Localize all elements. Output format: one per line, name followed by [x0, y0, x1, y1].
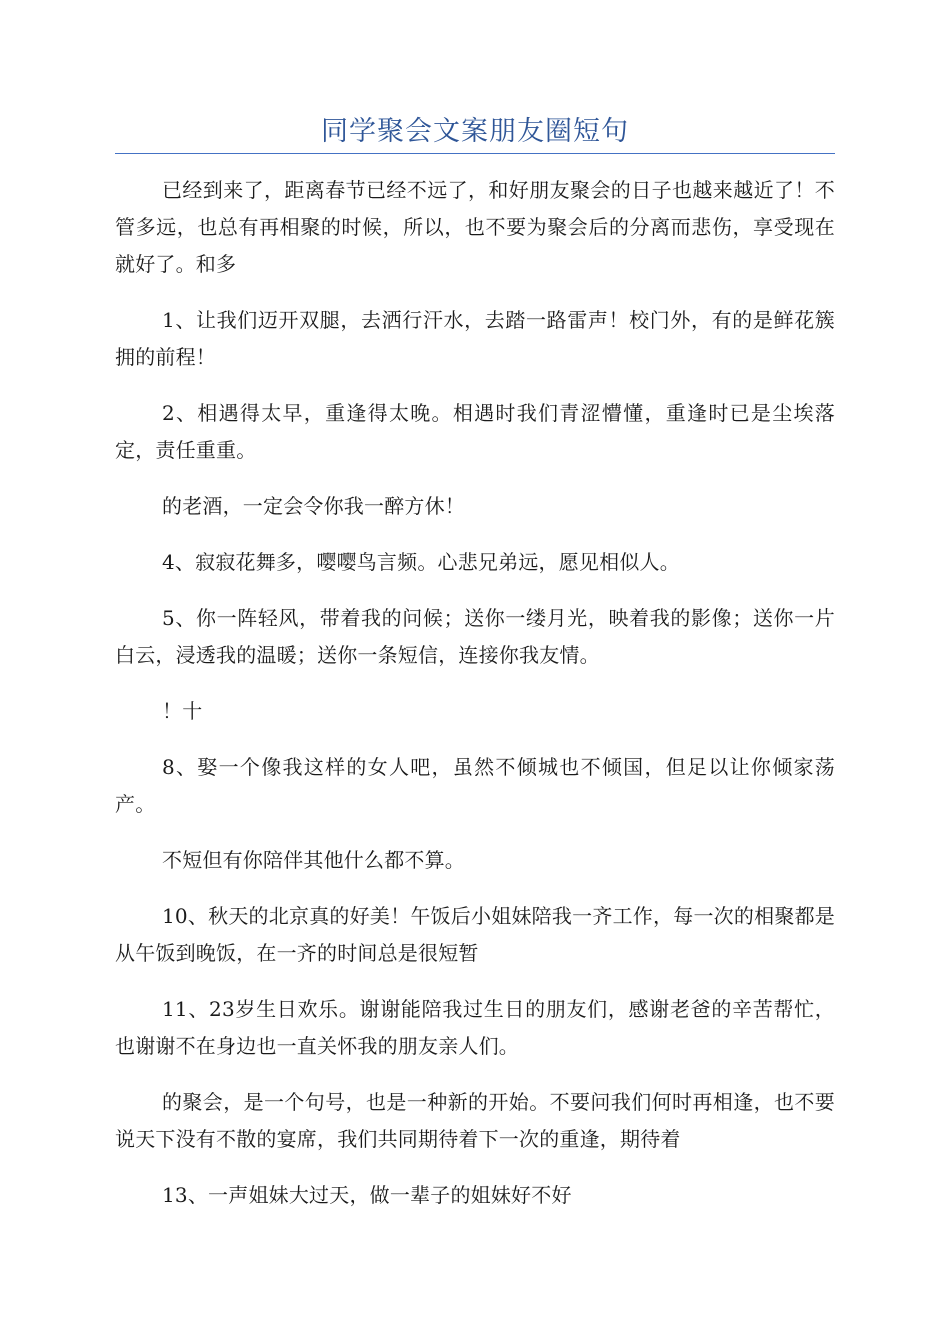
paragraph: 不短但有你陪伴其他什么都不算。 — [162, 848, 465, 872]
paragraph: 4、寂寂花舞多，嘤嘤鸟言频。心悲兄弟远，愿见相似人。 — [162, 550, 680, 574]
paragraph: 已经到来了，距离春节已经不远了，和好朋友聚会的日子也越来越近了！不管多远，也总有再相聚的时候，所以，也不要为聚会后的分离而悲伤，享受现在就好了。和多 — [115, 178, 835, 276]
paragraph: 11、23岁生日欢乐。谢谢能陪我过生日的朋友们，感谢老爸的辛苦帮忙，也谢谢不在身边也一直关怀我的朋友亲人们。 — [115, 997, 835, 1058]
paragraph: 5、你一阵轻风，带着我的问候；送你一缕月光，映着我的影像；送你一片白云，浸透我的温暖；送你一条短信，连接你我友情。 — [115, 606, 835, 667]
paragraph: 的聚会，是一个句号，也是一种新的开始。不要问我们何时再相逢，也不要说天下没有不散的宴席，我们共同期待着下一次的重逢，期待着 — [115, 1090, 835, 1151]
paragraph: 的老酒，一定会令你我一醉方休！ — [162, 494, 465, 518]
paragraph: ！十 — [162, 699, 203, 723]
paragraph: 13、一声姐妹大过天，做一辈子的姐妹好不好 — [162, 1183, 572, 1207]
paragraph: 8、娶一个像我这样的女人吧，虽然不倾城也不倾国，但足以让你倾家荡产。 — [115, 755, 835, 816]
paragraph: 2、相遇得太早，重逢得太晚。相遇时我们青涩懵懂，重逢时已是尘埃落定，责任重重。 — [115, 401, 835, 462]
paragraph: 1、让我们迈开双腿，去洒行汗水，去踏一路雷声！校门外，有的是鲜花簇拥的前程！ — [115, 308, 835, 369]
paragraph: 10、秋天的北京真的好美！午饭后小姐妹陪我一齐工作，每一次的相聚都是从午饭到晚饭，在一齐的时间总是很短暂 — [115, 904, 835, 965]
title-underline — [115, 153, 835, 154]
document-title: 同学聚会文案朋友圈短句 — [321, 116, 629, 147]
document-body — [115, 172, 835, 1233]
